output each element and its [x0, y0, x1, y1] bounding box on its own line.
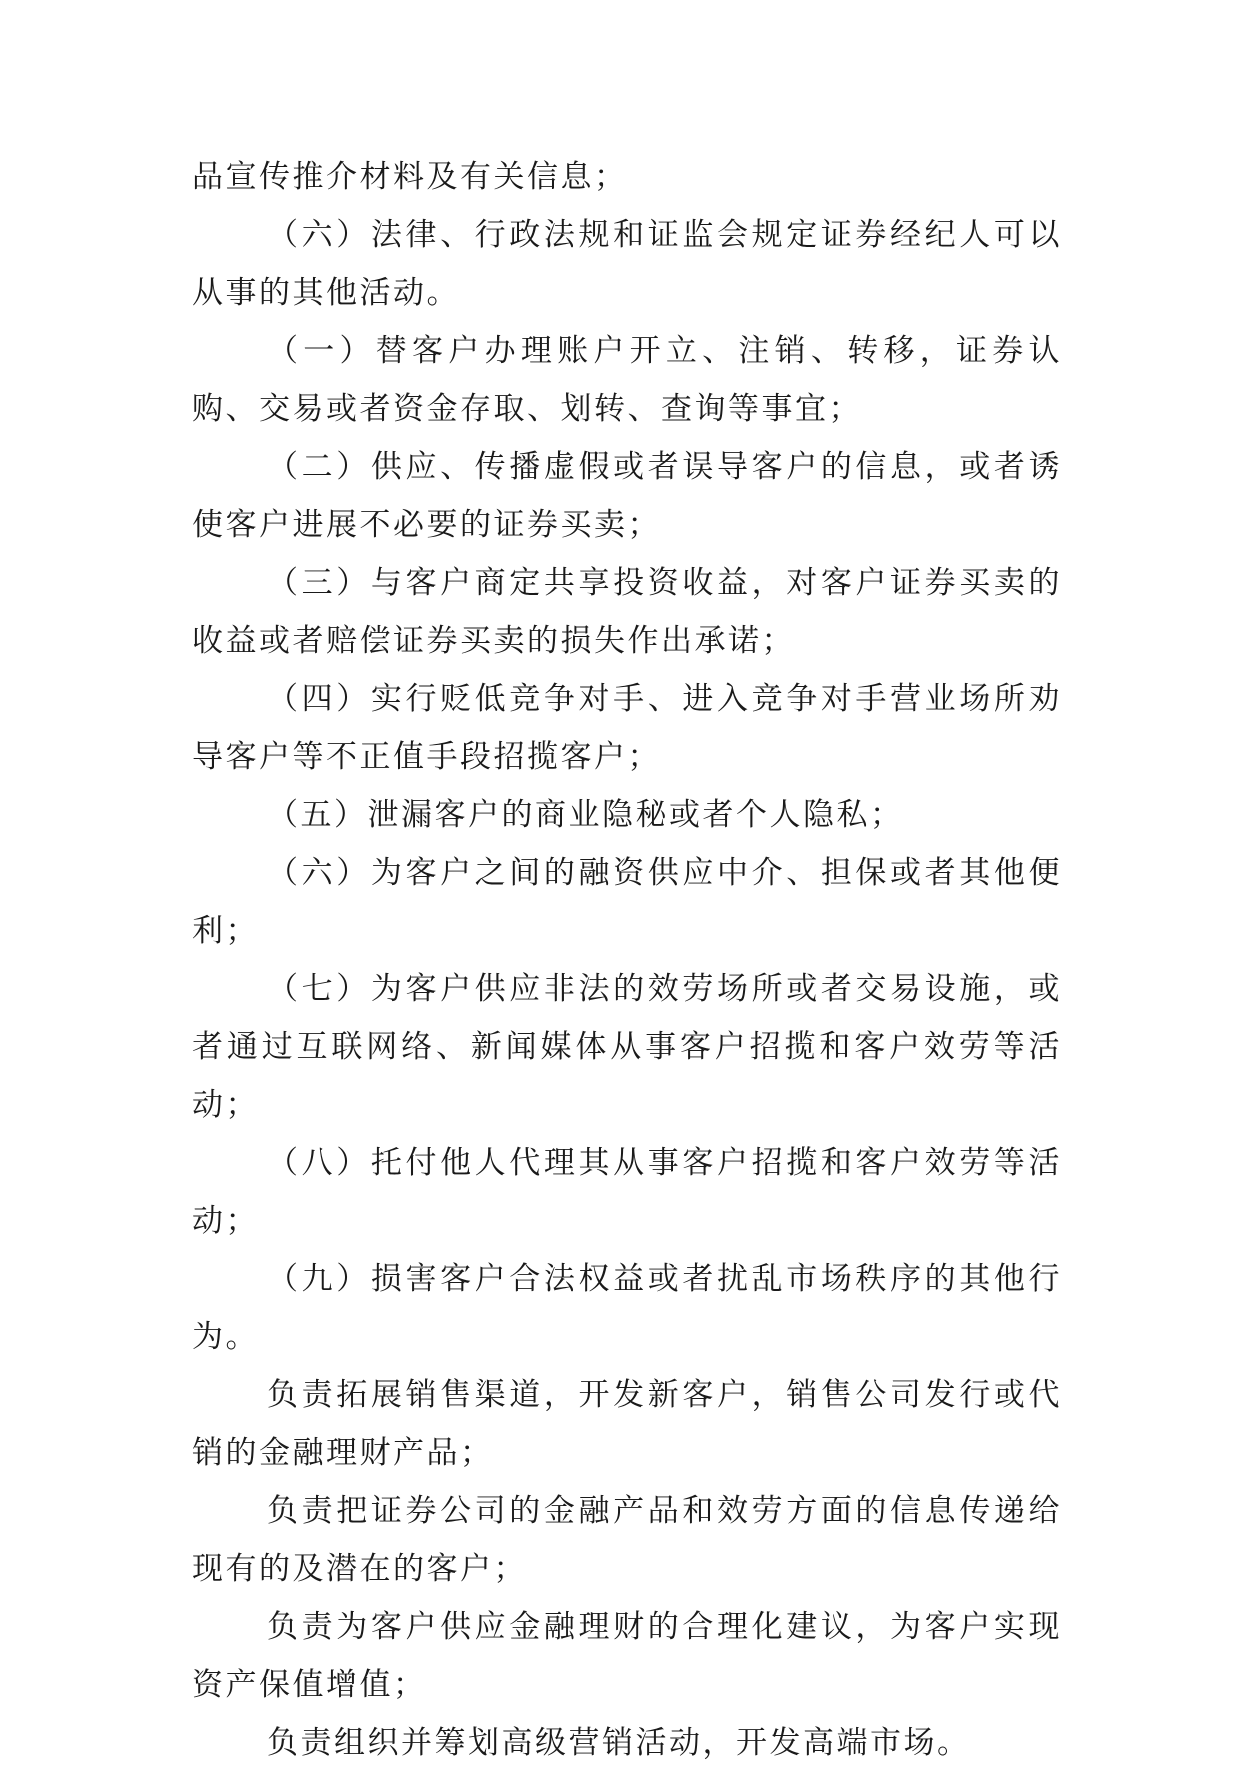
- paragraph-continuation: 品宣传推介材料及有关信息；: [192, 159, 628, 195]
- paragraph-prohibited-4: （四）实行贬低竞争对手、进入竞争对手营业场所劝导客户等不正值手段招揽客户；: [192, 681, 1062, 775]
- document-body: [192, 148, 1062, 1772]
- paragraph-duty-4: 负责组织并筹划高级营销活动，开发高端市场。: [267, 1725, 971, 1761]
- paragraph-prohibited-5: （五）泄漏客户的商业隐秘或者个人隐私；: [267, 797, 904, 833]
- paragraph-prohibited-8: （八）托付他人代理其从事客户招揽和客户效劳等活动；: [192, 1145, 1062, 1239]
- paragraph-item-6-permitted: （六）法律、行政法规和证监会规定证券经纪人可以从事的其他活动。: [192, 217, 1062, 311]
- paragraph-prohibited-6: （六）为客户之间的融资供应中介、担保或者其他便利；: [192, 855, 1062, 949]
- paragraph-prohibited-7: （七）为客户供应非法的效劳场所或者交易设施，或者通过互联网络、新闻媒体从事客户招揽和客户效劳等活动；: [192, 971, 1062, 1123]
- paragraph-prohibited-9: （九）损害客户合法权益或者扰乱市场秩序的其他行为。: [192, 1261, 1062, 1355]
- paragraph-duty-1: 负责拓展销售渠道，开发新客户，销售公司发行或代销的金融理财产品；: [192, 1377, 1062, 1471]
- paragraph-duty-2: 负责把证券公司的金融产品和效劳方面的信息传递给现有的及潜在的客户；: [192, 1493, 1062, 1587]
- paragraph-duty-3: 负责为客户供应金融理财的合理化建议，为客户实现资产保值增值；: [192, 1609, 1062, 1703]
- paragraph-prohibited-1: （一）替客户办理账户开立、注销、转移，证券认购、交易或者资金存取、划转、查询等事宜；: [192, 333, 1062, 427]
- paragraph-prohibited-3: （三）与客户商定共享投资收益，对客户证券买卖的收益或者赔偿证券买卖的损失作出承诺；: [192, 565, 1062, 659]
- paragraph-prohibited-2: （二）供应、传播虚假或者误导客户的信息，或者诱使客户进展不必要的证券买卖；: [192, 449, 1062, 543]
